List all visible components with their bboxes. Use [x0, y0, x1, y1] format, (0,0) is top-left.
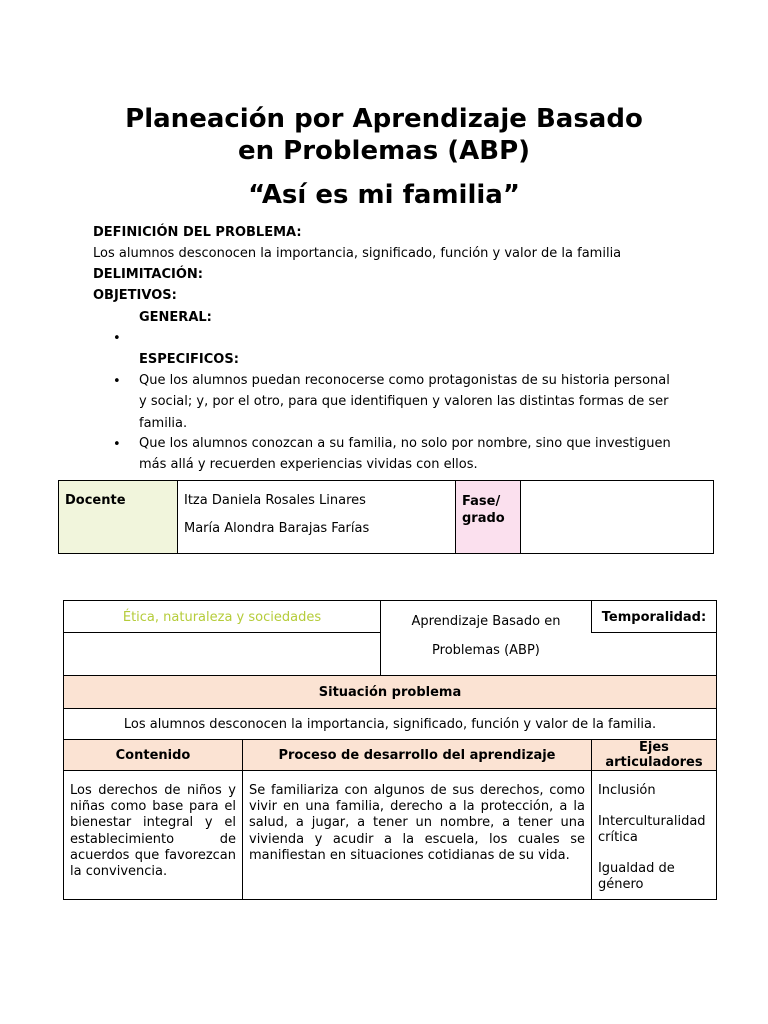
metodologia-line-2: Problemas (ABP): [432, 643, 540, 658]
header-proceso: Proceso de desarrollo del aprendizaje: [243, 740, 592, 771]
docente-name-1: Itza Daniela Rosales Linares: [184, 493, 366, 508]
eje-item: Interculturalidad crítica: [597, 814, 706, 845]
document-subtitle: “Así es mi familia”: [248, 180, 520, 210]
proceso-cell: [243, 771, 592, 900]
docente-name-2: María Alondra Barajas Farías: [184, 521, 370, 536]
fase-label-2: grado: [462, 511, 505, 526]
docente-label-cell: [59, 481, 178, 554]
plan-table: [63, 600, 717, 900]
header-contenido: Contenido: [64, 740, 243, 771]
objetivos-label: OBJETIVOS:: [93, 288, 177, 303]
campo-text: Ética, naturaleza y sociedades: [122, 610, 322, 625]
especifico-item-1: Que los alumnos puedan reconocerse como protagonistas de su historia personal y social; y, por el otro, para que identifiquen y valoren las distintas formas de ser familia.: [139, 373, 670, 431]
general-bullet: •: [113, 331, 121, 346]
contenido-cell: [64, 771, 243, 900]
situacion-label: Situación problema: [318, 684, 462, 700]
temporalidad-cell: [591, 601, 716, 633]
document-title: [0, 103, 768, 167]
header-ejes: Ejes articuladores: [591, 740, 716, 771]
empty-cell-left: [64, 633, 381, 676]
campo-cell: [64, 601, 381, 633]
situacion-label-cell: [64, 676, 717, 709]
general-label: GENERAL:: [139, 310, 212, 325]
especifico-bullet-2: •: [113, 437, 121, 452]
docente-names-cell: [178, 481, 456, 554]
contenido-text: Los derechos de niños y niñas como base para el bienestar integral y el establecimiento de acuerdos que favorezcan la convivencia.: [70, 783, 236, 880]
metodologia-cell: [380, 601, 591, 676]
proceso-text: Se familiariza con algunos de sus derechos, como vivir en una familia, derecho a la protección, a la salud, a jugar, a tener un nombre, a tener una vivienda y acudir a la escuela, los cuales se manifiestan en situaciones cotidianas de su vida.: [249, 783, 585, 863]
fase-label-1: Fase/: [462, 494, 501, 509]
empty-cell-right: [591, 633, 716, 676]
ejes-cell: [591, 771, 716, 900]
situacion-text: Los alumnos desconocen la importancia, significado, función y valor de la familia.: [123, 716, 657, 732]
eje-item: Igualdad de género: [597, 861, 675, 892]
delimitacion-label: DELIMITACIÓN:: [93, 267, 203, 282]
situacion-text-cell: [64, 709, 717, 740]
definicion-label: DEFINICIÓN DEL PROBLEMA:: [93, 225, 302, 240]
eje-item: Inclusión: [597, 783, 656, 798]
especifico-item-2: Que los alumnos conozcan a su familia, no solo por nombre, sino que investiguen más allá y recuerden experiencias vividas con ellos.: [139, 436, 671, 473]
title-line-2: en Problemas (ABP): [237, 136, 531, 166]
definicion-text: Los alumnos desconocen la importancia, significado, función y valor de la familia: [93, 246, 622, 261]
docente-table: [58, 480, 714, 554]
especifico-bullet-1: •: [113, 374, 121, 389]
temporalidad-label: Temporalidad:: [601, 610, 707, 625]
metodologia-line-1: Aprendizaje Basado en: [411, 614, 561, 629]
fase-label-cell: [456, 481, 521, 554]
fase-value-cell: [521, 481, 714, 554]
docente-label: Docente: [65, 493, 126, 508]
especificos-label: ESPECIFICOS:: [139, 352, 239, 367]
title-line-1: Planeación por Aprendizaje Basado: [125, 104, 643, 134]
